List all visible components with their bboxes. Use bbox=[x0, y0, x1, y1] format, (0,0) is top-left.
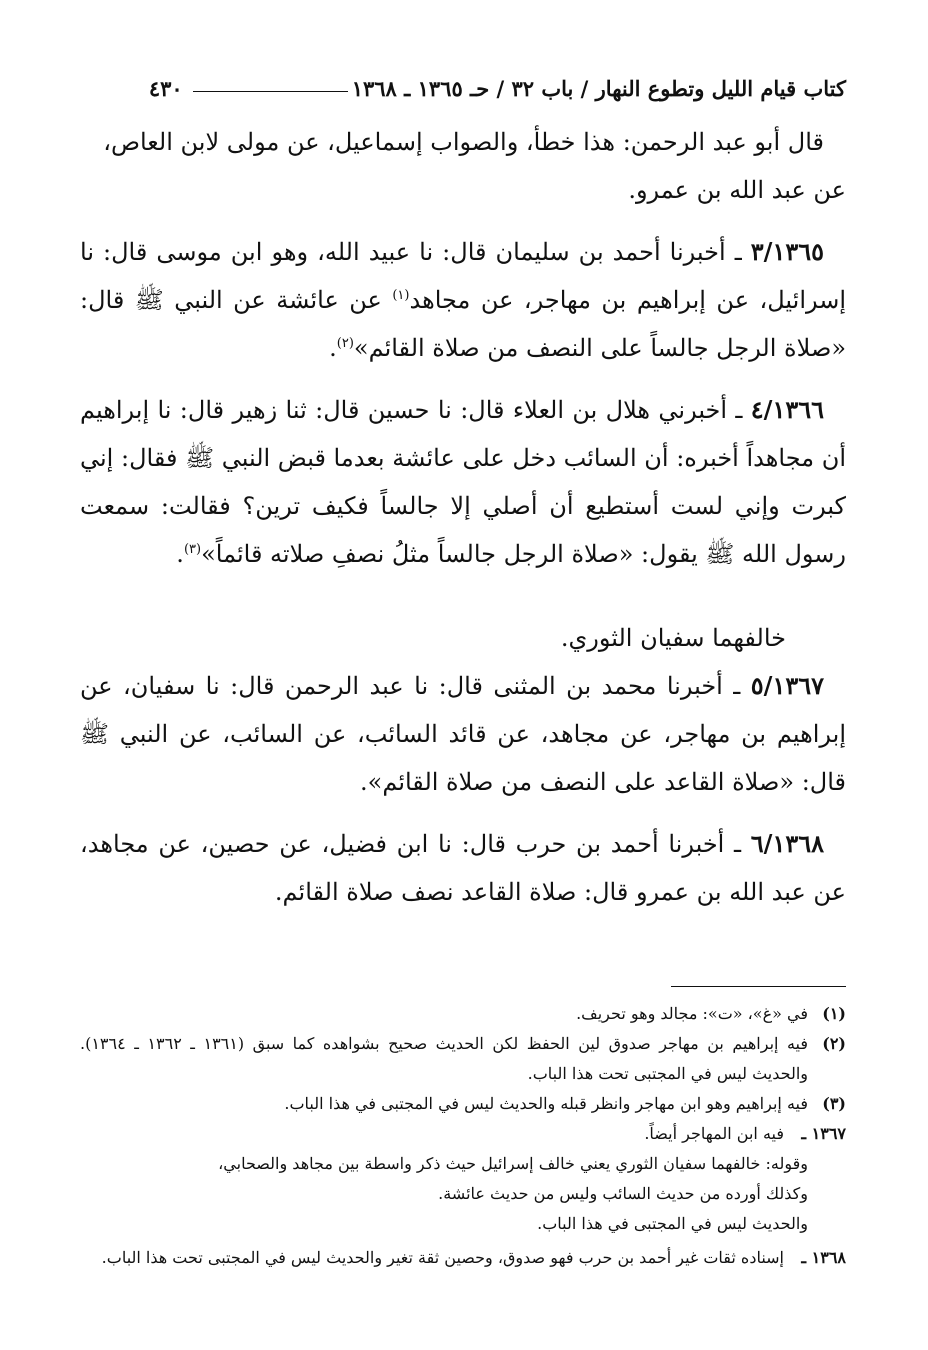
footnote-1367-cont bbox=[80, 1149, 846, 1179]
hadith-1368 bbox=[80, 820, 846, 916]
footnote-key: ١٣٦٧ ـ bbox=[801, 1124, 846, 1143]
hadith-text: عن عائشة عن النبي ﷺ قال: «صلاة الرجل جالساً على النصف من صلاة القائم» bbox=[80, 286, 846, 362]
hadith-text: ـ أخبرنا محمد بن المثنى قال: نا عبد الرحمن قال: نا سفيان، عن إبراهيم بن مهاجر، عن مجاهد، عن قائد السائب، عن السائب، عن النبي ﷺ قال: «صلاة القاعد على النصف من صلاة القائم». bbox=[80, 672, 846, 796]
footnote-text: وكذلك أورده من حديث السائب وليس من حديث عائشة. bbox=[438, 1184, 808, 1203]
hadith-text: ـ أخبرنا أحمد بن حرب قال: نا ابن فضيل، عن حصين، عن مجاهد، عن عبد الله بن عمرو قال: صلاة القاعد نصف صلاة القائم. bbox=[80, 830, 846, 906]
footnote-rule bbox=[671, 986, 846, 987]
hadith-1365 bbox=[80, 228, 846, 372]
page-number: ٤٣٠ bbox=[148, 75, 183, 101]
khalafa-note bbox=[80, 614, 846, 662]
footnote-1367-cont bbox=[80, 1179, 846, 1209]
hadith-1366 bbox=[80, 386, 846, 578]
footnote-text: فيه إبراهيم بن مهاجر صدوق لين الحفظ لكن الحديث صحيح بشواهده كما سبق (١٣٦١ ـ ١٣٦٢ ـ ١٣٦٤). والحديث ليس في المجتبى تحت هذا الباب. bbox=[80, 1034, 809, 1083]
footnotes bbox=[80, 999, 846, 1273]
footnote-key: ١٣٦٨ ـ bbox=[801, 1248, 846, 1267]
footnote-1367-cont bbox=[80, 1209, 846, 1239]
footnote-marker[interactable]: (١) bbox=[392, 288, 410, 303]
footnote-marker[interactable]: (٢) bbox=[336, 336, 354, 351]
footnote-marker[interactable]: (٣) bbox=[183, 542, 202, 557]
footnote-text: فيه ابن المهاجر أيضاً. bbox=[644, 1124, 784, 1143]
running-title: كتاب قيام الليل وتطوع النهار / باب ٣٢ / حـ ١٣٦٥ ـ ١٣٦٨ bbox=[351, 75, 846, 101]
footnote-1368 bbox=[80, 1243, 846, 1273]
paragraph-comment bbox=[80, 118, 846, 214]
hadith-1367 bbox=[80, 662, 846, 806]
footnote-text: إسناده ثقات غير أحمد بن حرب فهو صدوق، وحصين ثقة تغير والحديث ليس في المجتبى تحت هذا الباب. bbox=[101, 1248, 784, 1267]
main-text bbox=[80, 118, 846, 916]
footnote-text: وقوله: خالفهما سفيان الثوري يعني خالف إسرائيل حيث ذكر واسطة بين مجاهد والصحابي، bbox=[218, 1154, 808, 1173]
punctuation: . bbox=[176, 540, 184, 568]
hadith-number: ٣/١٣٦٥ bbox=[750, 237, 824, 266]
page bbox=[80, 70, 846, 1273]
hadith-text: ـ أخبرني هلال بن العلاء قال: نا حسين قال: ثنا زهير قال: نا إبراهيم أن مجاهداً أخبره: أن السائب دخل على عائشة بعدما قبض النبي ﷺ فقال: إني كبرت وإني لست أستطيع أن أصلي إلا جالساً فكيف ترين؟ فقالت: سمعت رسول الله ﷺ يقول: «صلاة الرجل جالساً مثلُ نصفِ صلاته قائماً» bbox=[80, 396, 846, 568]
footnote-1 bbox=[80, 999, 846, 1029]
footnote-text: فيه إبراهيم وهو ابن مهاجر وانظر قبله والحديث ليس في المجتبى في هذا الباب. bbox=[284, 1094, 808, 1113]
header-rule bbox=[193, 91, 348, 92]
footnote-text: في «غ»، «ت»: مجالد وهو تحريف. bbox=[576, 1004, 808, 1023]
khalafa-text: خالفهما سفيان الثوري. bbox=[560, 624, 786, 652]
footnote-2 bbox=[80, 1029, 846, 1089]
footnote-3 bbox=[80, 1089, 846, 1119]
footnote-text: والحديث ليس في المجتبى في هذا الباب. bbox=[537, 1214, 808, 1233]
comment-line-2: عن عبد الله بن عمرو. bbox=[628, 176, 846, 204]
footnote-key: (٣) bbox=[822, 1094, 846, 1113]
running-header bbox=[80, 70, 846, 106]
comment-line-1: قال أبو عبد الرحمن: هذا خطأ، والصواب إسماعيل، عن مولى لابن العاص، bbox=[103, 128, 824, 156]
hadith-text: ـ أخبرنا أحمد بن سليمان قال: نا عبيد الله، وهو ابن موسى قال: نا إسرائيل، عن إبراهيم بن مهاجر، عن مجاهد bbox=[80, 238, 847, 314]
hadith-number: ٦/١٣٦٨ bbox=[750, 829, 824, 858]
hadith-number: ٤/١٣٦٦ bbox=[750, 395, 824, 424]
footnote-key: (٢) bbox=[822, 1034, 846, 1053]
footnote-1367 bbox=[80, 1119, 846, 1149]
hadith-number: ٥/١٣٦٧ bbox=[750, 671, 824, 700]
footnote-key: (١) bbox=[822, 1004, 846, 1023]
punctuation: . bbox=[329, 334, 337, 362]
